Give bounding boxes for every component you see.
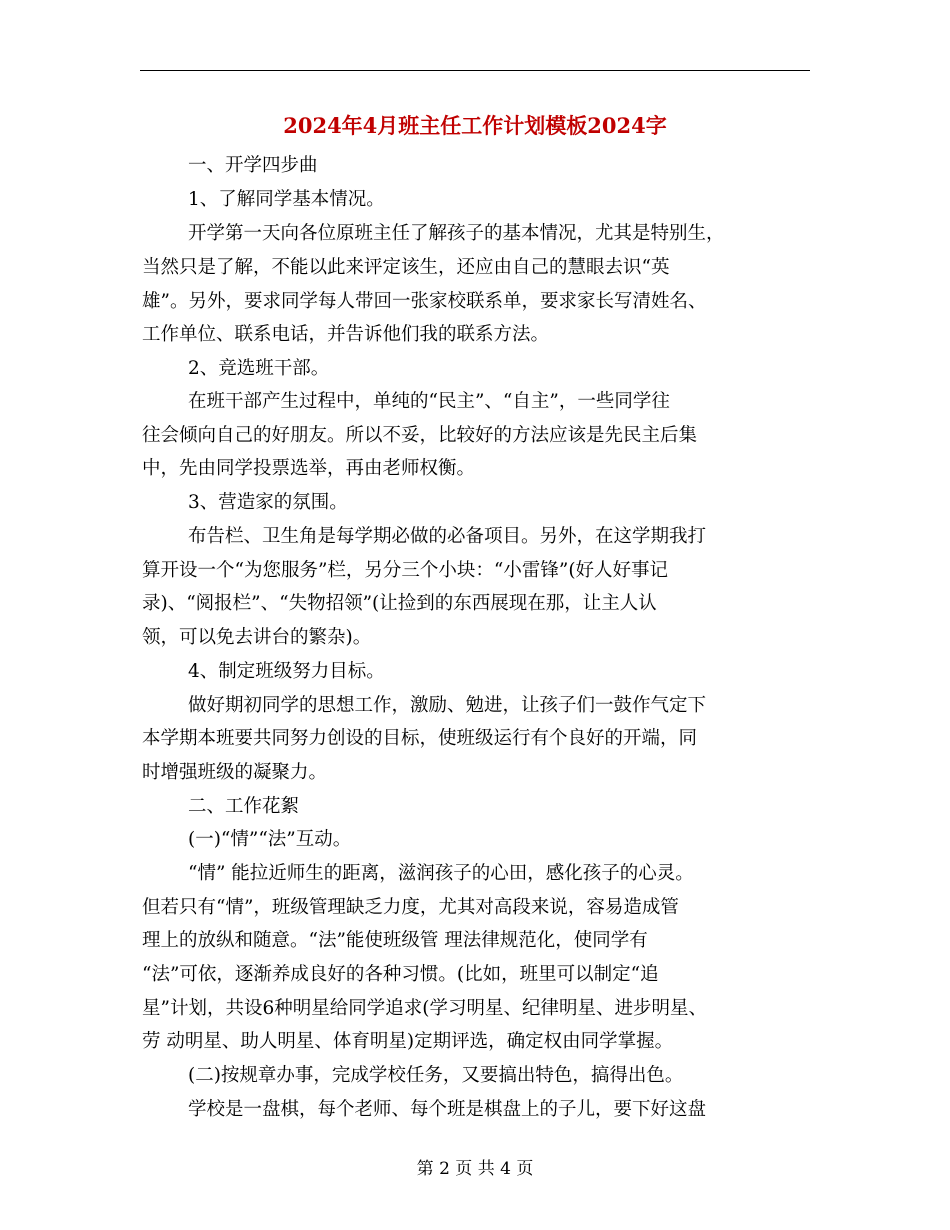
paragraph-line: 理上的放纵和随意。“法”能使班级管 理法律规范化，使同学有 — [142, 930, 648, 951]
subheading: 2、竞选班干部。 — [188, 358, 330, 379]
paragraph-line: 劳 动明星、助人明星、体育明星)定期评选，确定权由同学掌握。 — [142, 1031, 674, 1052]
paragraph-line: 当然只是了解，不能以此来评定该生，还应由自己的慧眼去识“英 — [142, 257, 670, 278]
paragraph-line: 做好期初同学的思想工作，激励、勉进，让孩子们一鼓作气定下 — [188, 695, 707, 716]
paragraph-line: 星”计划，共设6种明星给同学追求(学习明星、纪律明星、进步明星、 — [142, 998, 707, 1019]
paragraph-line: 时增强班级的凝聚力。 — [142, 762, 328, 783]
header-rule — [140, 70, 810, 71]
paragraph-line: 录)、“阅报栏”、“失物招领”(让捡到的东西展现在那，让主人认 — [142, 593, 657, 614]
paragraph-line: 在班干部产生过程中，单纯的“民主”、“自主”，一些同学往 — [188, 391, 670, 412]
paragraph-line: 学校是一盘棋，每个老师、每个班是棋盘上的子儿，要下好这盘 — [188, 1099, 707, 1120]
document-title: 2024年4月班主任工作计划模板2024字 — [283, 113, 667, 138]
paragraph-line: 工作单位、联系电话，并告诉他们我的联系方法。 — [142, 324, 550, 345]
paragraph-line: 往会倾向自己的好朋友。所以不妥，比较好的方法应该是先民主后集 — [142, 425, 698, 446]
paragraph-line: 算开设一个“为您服务”栏，另分三个小块：“小雷锋”(好人好事记 — [142, 560, 669, 581]
page-number: 第 2 页 共 4 页 — [416, 1159, 534, 1179]
subheading: 4、制定班级努力目标。 — [188, 661, 385, 682]
paragraph-line: 本学期本班要共同努力创设的目标，使班级运行有个良好的开端，同 — [142, 728, 698, 749]
section-heading: 一、开学四步曲 — [188, 155, 318, 176]
subheading: (一)“情”“法”互动。 — [188, 829, 352, 850]
section-heading: 二、工作花絮 — [188, 796, 300, 817]
paragraph-line: 布告栏、卫生角是每学期必做的必备项目。另外，在这学期我打 — [188, 526, 707, 547]
paragraph-line: 雄”。另外，要求同学每人带回一张家校联系单，要求家长写清姓名、 — [142, 291, 707, 312]
paragraph-line: 但若只有“情”，班级管理缺乏力度，尤其对高段来说，容易造成管 — [142, 897, 679, 918]
subheading: (二)按规章办事，完成学校任务，又要搞出特色，搞得出色。 — [188, 1065, 684, 1086]
paragraph-line: “法”可依，逐渐养成良好的各种习惯。(比如，班里可以制定“追 — [142, 964, 659, 985]
paragraph-line: 领，可以免去讲台的繁杂)。 — [142, 627, 372, 648]
paragraph-line: 开学第一天向各位原班主任了解孩子的基本情况，尤其是特别生， — [188, 223, 725, 244]
subheading: 1、了解同学基本情况。 — [188, 189, 385, 210]
paragraph-line: 中，先由同学投票选举，再由老师权衡。 — [142, 458, 476, 479]
subheading: 3、营造家的氛围。 — [188, 492, 348, 513]
paragraph-line: “情” 能拉近师生的距离，滋润孩子的心田，感化孩子的心灵。 — [188, 863, 694, 884]
